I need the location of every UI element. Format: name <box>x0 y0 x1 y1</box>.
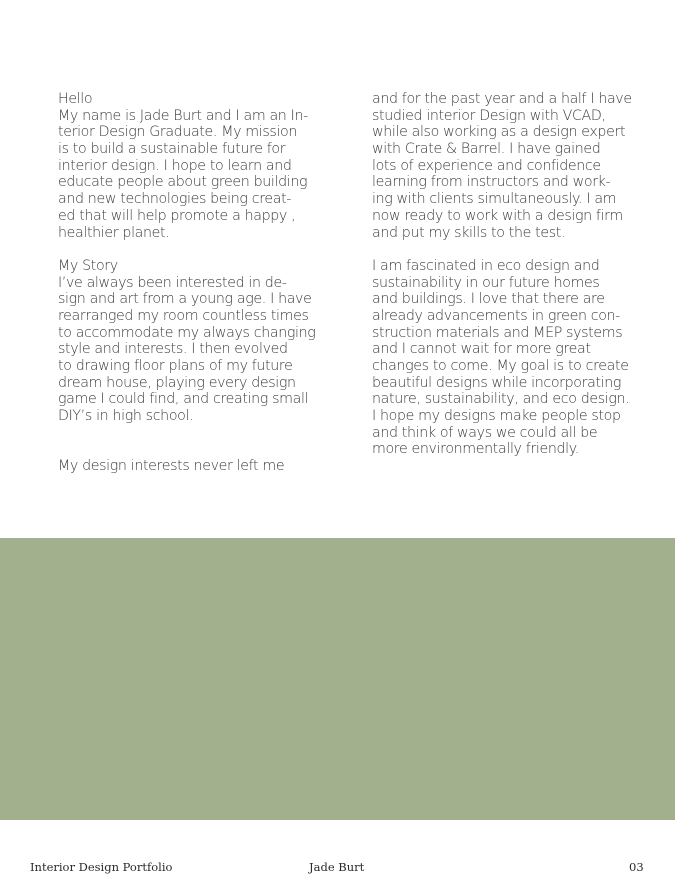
story-heading: My Story <box>58 257 118 274</box>
paragraph-spacer <box>372 241 627 258</box>
story-line: dream house, playing every design <box>58 374 296 391</box>
body-line: and put my skills to the test. <box>372 224 566 241</box>
intro-line: My name is Jade Burt and I am an In- <box>58 107 308 124</box>
body-line: struction materials and MEP systems <box>372 324 623 341</box>
sage-green-band <box>0 538 675 820</box>
story-line: sign and art from a young age. I have <box>58 291 312 308</box>
intro-line: and new technologies being creat- <box>58 191 292 208</box>
story-line: DIY’s in high school. <box>58 408 194 425</box>
intro-heading: Hello <box>58 91 93 107</box>
body-line: learning from instructors and work- <box>372 174 611 191</box>
body-line: I am fascinated in eco design and <box>372 257 600 274</box>
footer-author: Jade Burt <box>309 860 365 874</box>
intro-line: terior Design Graduate. My mission <box>58 124 298 141</box>
body-line: and for the past year and a half I have <box>372 91 632 107</box>
body-line: ing with clients simultaneously. I am <box>372 191 617 208</box>
footer-page-number: 03 <box>629 860 644 874</box>
intro-line: educate people about green building <box>58 174 308 191</box>
body-line: sustainability in our future homes <box>372 274 600 291</box>
body-line: beautiful designs while incorporating <box>372 374 622 391</box>
intro-line: healthier planet. <box>58 224 170 241</box>
body-line: with Crate & Barrel. I have gained <box>372 141 601 158</box>
body-line: nature, sustainability, and eco design. <box>372 391 630 408</box>
body-line: already advancements in green con- <box>372 307 620 324</box>
intro-line: ed that will help promote a happy , <box>58 207 296 224</box>
paragraph-spacer <box>58 241 308 258</box>
footer-document-title: Interior Design Portfolio <box>30 860 173 874</box>
body-line: now ready to work with a design firm <box>372 207 623 224</box>
body-line: and buildings. I love that there are <box>372 291 605 308</box>
body-line: and think of ways we could all be <box>372 424 598 441</box>
story-line: to drawing floor plans of my future <box>58 358 293 374</box>
story-line: I’ve always been interested in de- <box>58 274 287 291</box>
body-line: changes to come. My goal is to create <box>372 358 629 374</box>
intro-line: is to build a sustainable future for <box>58 141 286 158</box>
right-text-column <box>372 91 632 458</box>
body-line: and I cannot wait for more great <box>372 341 591 358</box>
story-line: style and interests. I then evolved <box>58 341 288 358</box>
body-line: lots of experience and confidence <box>372 157 601 174</box>
left-text-column <box>58 91 316 475</box>
story-line: to accommodate my always changing <box>58 324 316 341</box>
body-line: while also working as a design expert <box>372 124 626 141</box>
body-line: I hope my designs make people stop <box>372 408 621 425</box>
story-line: rearranged my room countless times <box>58 307 309 324</box>
intro-line: interior design. I hope to learn and <box>58 157 292 174</box>
paragraph-spacer <box>58 425 308 458</box>
story-line: game I could find, and creating small <box>58 391 309 408</box>
continuation-line: My design interests never left me <box>58 458 285 475</box>
body-line: studied interior Design with VCAD, <box>372 107 606 124</box>
body-line: more environmentally friendly. <box>372 441 579 458</box>
